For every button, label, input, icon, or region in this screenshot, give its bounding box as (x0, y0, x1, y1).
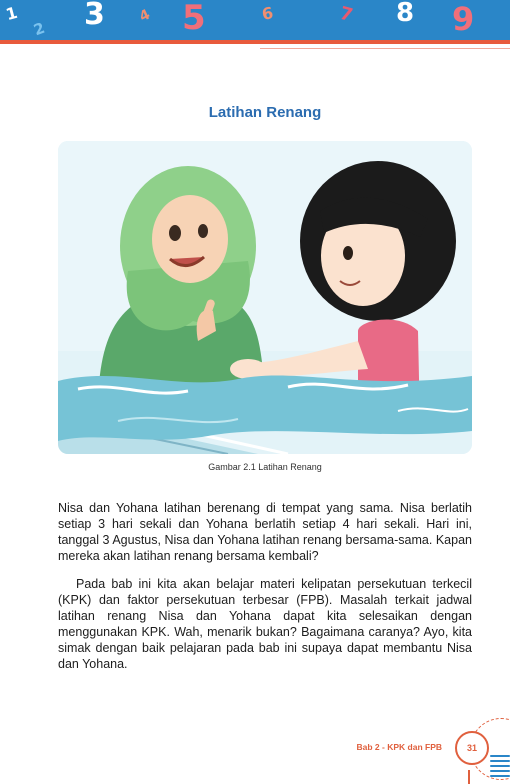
section-title: Latihan Renang (208, 104, 322, 121)
header-number-9: 9 (452, 0, 475, 38)
paragraph-intro: Nisa dan Yohana latihan berenang di tempat yang sama. Nisa berlatih setiap 3 hari sekali dan Yohana berlatih setiap 4 hari sekali. Hari ini, tanggal 3 Agustus, Nisa dan Yohana latihan renang bersama-sama. Kapan mereka akan latihan renang bersama kembali? (58, 501, 472, 563)
swimming-illustration (58, 141, 472, 454)
header-number-8: 8 (396, 0, 415, 28)
footer-tick-mark (468, 770, 470, 784)
swimming-scene (58, 141, 472, 454)
header-thin-line (260, 48, 510, 49)
header-number-4: 4 (137, 6, 153, 26)
footer-stripes (490, 755, 510, 784)
header-number-2: 2 (31, 18, 48, 40)
page-number: 31 (455, 731, 489, 765)
header-number-7: 7 (337, 2, 356, 27)
header-band (0, 0, 510, 40)
header-number-5: 5 (182, 0, 206, 38)
header-accent-line (0, 40, 510, 44)
paragraph-chapter-overview: Pada bab ini kita akan belajar materi kelipatan persekutuan terkecil (KPK) dan faktor persekutuan terbesar (FPB). Masalah terkait jadwal latihan renang Nisa dan Yohana dapat kita selesaikan dengan menggunakan KPK. Wah, menarik bukan? Bagaimana caranya? Ayo, kita simak dengan baik pelajaran pada bab ini supaya dapat membantu Nisa dan Yohana. (58, 577, 472, 671)
header-number-6: 6 (260, 3, 275, 24)
footer-chapter-label: Bab 2 - KPK dan FPB (356, 742, 442, 752)
header-number-1: 1 (3, 2, 20, 25)
figure-caption: Gambar 2.1 Latihan Renang (208, 462, 322, 472)
header-number-3: 3 (84, 0, 105, 32)
